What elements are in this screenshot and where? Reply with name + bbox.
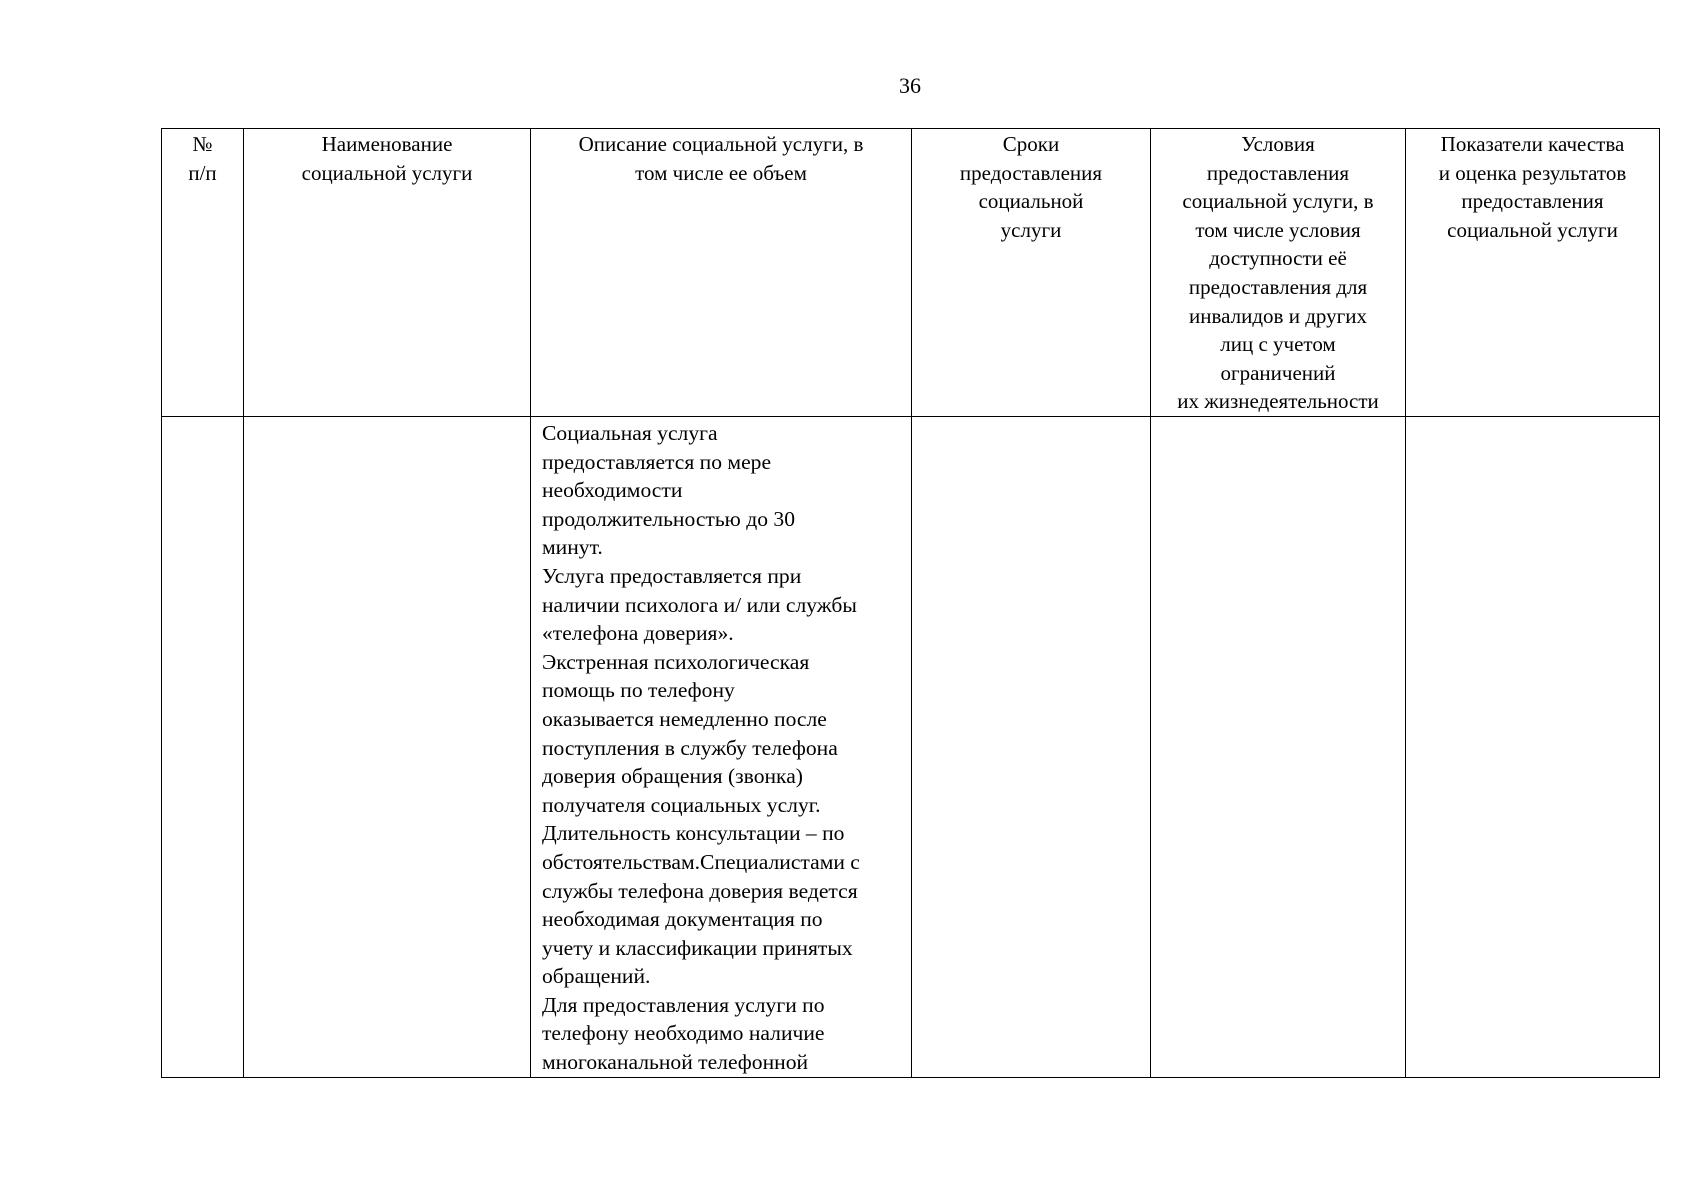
services-table bbox=[161, 128, 1660, 1078]
cell-service-terms bbox=[912, 417, 1151, 1078]
header-line: Сроки bbox=[1002, 132, 1060, 156]
description-line: необходимая документация по bbox=[542, 907, 823, 932]
table-header-row bbox=[162, 129, 1660, 417]
description-line: «телефона доверия». bbox=[542, 621, 734, 646]
header-number bbox=[162, 129, 244, 417]
header-service-name bbox=[244, 129, 531, 417]
cell-service-name bbox=[244, 417, 531, 1078]
header-line: доступности её bbox=[1209, 246, 1347, 271]
header-line: ограничений bbox=[1220, 360, 1336, 385]
header-line: Наименование bbox=[321, 132, 453, 156]
description-line: доверия обращения (звонка) bbox=[542, 764, 804, 789]
description-line: минут. bbox=[542, 535, 603, 560]
cell-service-conditions bbox=[1151, 417, 1406, 1078]
header-line: их жизнедеятельности bbox=[1177, 389, 1379, 414]
header-line: социальной услуги bbox=[301, 160, 473, 185]
header-line: предоставления bbox=[959, 160, 1103, 185]
header-line: социальной bbox=[978, 189, 1084, 214]
header-line: услуги bbox=[1000, 217, 1062, 242]
header-line: социальной услуги bbox=[1447, 217, 1618, 242]
page-number: 36 bbox=[899, 73, 921, 98]
description-line: обращений. bbox=[542, 964, 651, 989]
header-line: том числе условия bbox=[1195, 217, 1361, 242]
description-line: оказывается немедленно после bbox=[542, 706, 827, 731]
description-line: учету и классификации принятых bbox=[542, 935, 853, 960]
description-line: службы телефона доверия ведется bbox=[542, 878, 858, 903]
header-line: том числе ее объем bbox=[635, 160, 807, 185]
header-service-description bbox=[531, 129, 912, 417]
description-line: телефону необходимо наличие bbox=[542, 1021, 825, 1046]
description-line: Услуга предоставляется при bbox=[542, 563, 802, 588]
header-line: Условия bbox=[1241, 132, 1315, 156]
description-line: Социальная услуга bbox=[542, 421, 718, 445]
cell-service-description bbox=[531, 417, 912, 1078]
header-line: Описание социальной услуги, в bbox=[578, 132, 864, 156]
header-line: п/п bbox=[188, 160, 217, 185]
header-line: предоставления для bbox=[1188, 274, 1368, 299]
description-line: многоканальной телефонной bbox=[542, 1050, 809, 1075]
cell-number bbox=[162, 417, 244, 1078]
description-line: помощь по телефону bbox=[542, 678, 735, 703]
description-line: необходимости bbox=[542, 478, 683, 503]
description-line: предоставляется по мере bbox=[542, 449, 772, 474]
header-quality-indicators bbox=[1406, 129, 1660, 417]
description-line: получателя социальных услуг. bbox=[542, 792, 821, 817]
header-line: и оценка результатов bbox=[1438, 160, 1627, 185]
header-line: социальной услуги, в bbox=[1182, 189, 1374, 214]
description-line: обстоятельствам.Специалистами с bbox=[542, 849, 860, 874]
description-line: продолжительностью до 30 bbox=[542, 506, 795, 531]
description-line: Длительность консультации – по bbox=[542, 821, 845, 846]
description-line: Экстренная психологическая bbox=[542, 649, 810, 674]
description-line: Для предоставления услуги по bbox=[542, 992, 825, 1017]
cell-quality-indicators bbox=[1406, 417, 1660, 1078]
header-service-conditions bbox=[1151, 129, 1406, 417]
header-line: № bbox=[192, 132, 213, 156]
header-line: предоставления bbox=[1206, 160, 1350, 185]
header-line: лиц с учетом bbox=[1220, 332, 1336, 357]
header-line: инвалидов и других bbox=[1189, 303, 1367, 328]
header-line: Показатели качества bbox=[1440, 132, 1625, 156]
header-line: предоставления bbox=[1461, 189, 1604, 214]
description-line: наличии психолога и/ или службы bbox=[542, 592, 857, 617]
header-service-terms bbox=[912, 129, 1151, 417]
description-line: поступления в службу телефона bbox=[542, 735, 838, 760]
table-row bbox=[162, 417, 1660, 1078]
